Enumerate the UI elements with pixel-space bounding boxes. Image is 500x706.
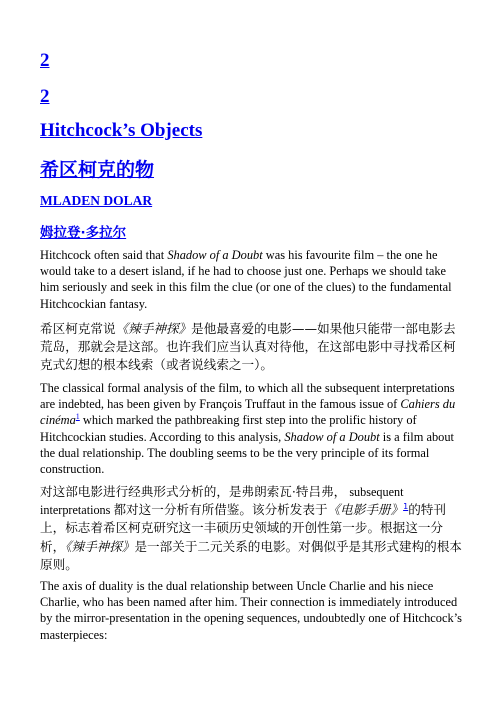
chapter-number-link-2[interactable]: 2 (40, 86, 50, 107)
text-run: was his favourite film – the one he would take to a desert island, if he had to choose just one. Perhaps we should take him seriously and seek in this film the clue (or one of the clues) to the fundamental Hitchcockian fantasy. (40, 248, 452, 311)
text-run: 都对这一分析有所借鉴。该分析发表于 (113, 502, 328, 518)
footnote-link[interactable]: 1 (403, 502, 409, 512)
text-run: 希区柯克常说 (40, 321, 116, 336)
text-run: is a film about the dual relationship. The doubling seems to be the very principle of its formal construction. (40, 429, 455, 477)
chapter-title-zh-link[interactable]: 希区柯克的物 (40, 159, 155, 181)
text-run: which marked the pathbreaking first step into the prolific history of Hitchcockian studies. According to this analysis, (40, 413, 417, 444)
film-title: Shadow of a Doubt (167, 248, 263, 262)
film-title: 《辣手神探》 (115, 321, 192, 336)
paragraph-en-3: The axis of duality is the dual relationship between Uncle Charlie and his niece Charlie, who has been named after him. Their connection is immediately introduced by the mirror-presentation in the opening sequences, undoubtedly one of Hitchcock’s masterpieces: (40, 579, 462, 642)
chapter-number-link[interactable]: 2 (40, 50, 50, 71)
paragraph-en-2 (40, 380, 464, 477)
author-en-link[interactable]: MLADEN DOLAR (40, 193, 153, 208)
film-title: Shadow of a Doubt (284, 429, 380, 444)
film-title: 《辣手神探》 (65, 538, 135, 554)
journal-title: Cahiers du cinéma (40, 397, 456, 428)
paragraph-zh-2 (40, 483, 464, 574)
paragraph-zh-1 (40, 320, 464, 375)
paragraph-en-1 (40, 247, 464, 312)
text-run: 对这部电影进行经典形式分析的，是弗朗索瓦·特吕弗， (40, 484, 347, 499)
text-run: The classical formal analysis of the film, to which all the subsequent interpretations are indebted, has been given by François Truffaut in the famous issue of (40, 381, 455, 412)
text-run: 是一部关于二元关系的电影。对偶似乎是其形式建构的根本原则。 (40, 538, 462, 572)
footnote-link[interactable]: 1 (75, 412, 80, 422)
journal-title: 《电影手册》 (327, 502, 404, 518)
text-run-latin: subsequent interpretations (40, 485, 404, 518)
text-run: 的特刊上，标志着希区柯克研究这一丰硕历史领域的开创性第一步。根据这一分析， (40, 502, 446, 554)
text-run: 是他最喜爱的电影——如果他只能带一部电影去荒岛，那就会是这部。也许我们应当认真对待他，在这部电影中寻找希区柯克式幻想的根本线索（或者说线索之一）。 (40, 321, 456, 373)
chapter-title-en-link[interactable]: Hitchcock’s Objects (40, 120, 203, 141)
text-run: Hitchcock often said that (40, 248, 168, 262)
author-zh-link[interactable]: 姆拉登·多拉尔 (40, 225, 127, 241)
